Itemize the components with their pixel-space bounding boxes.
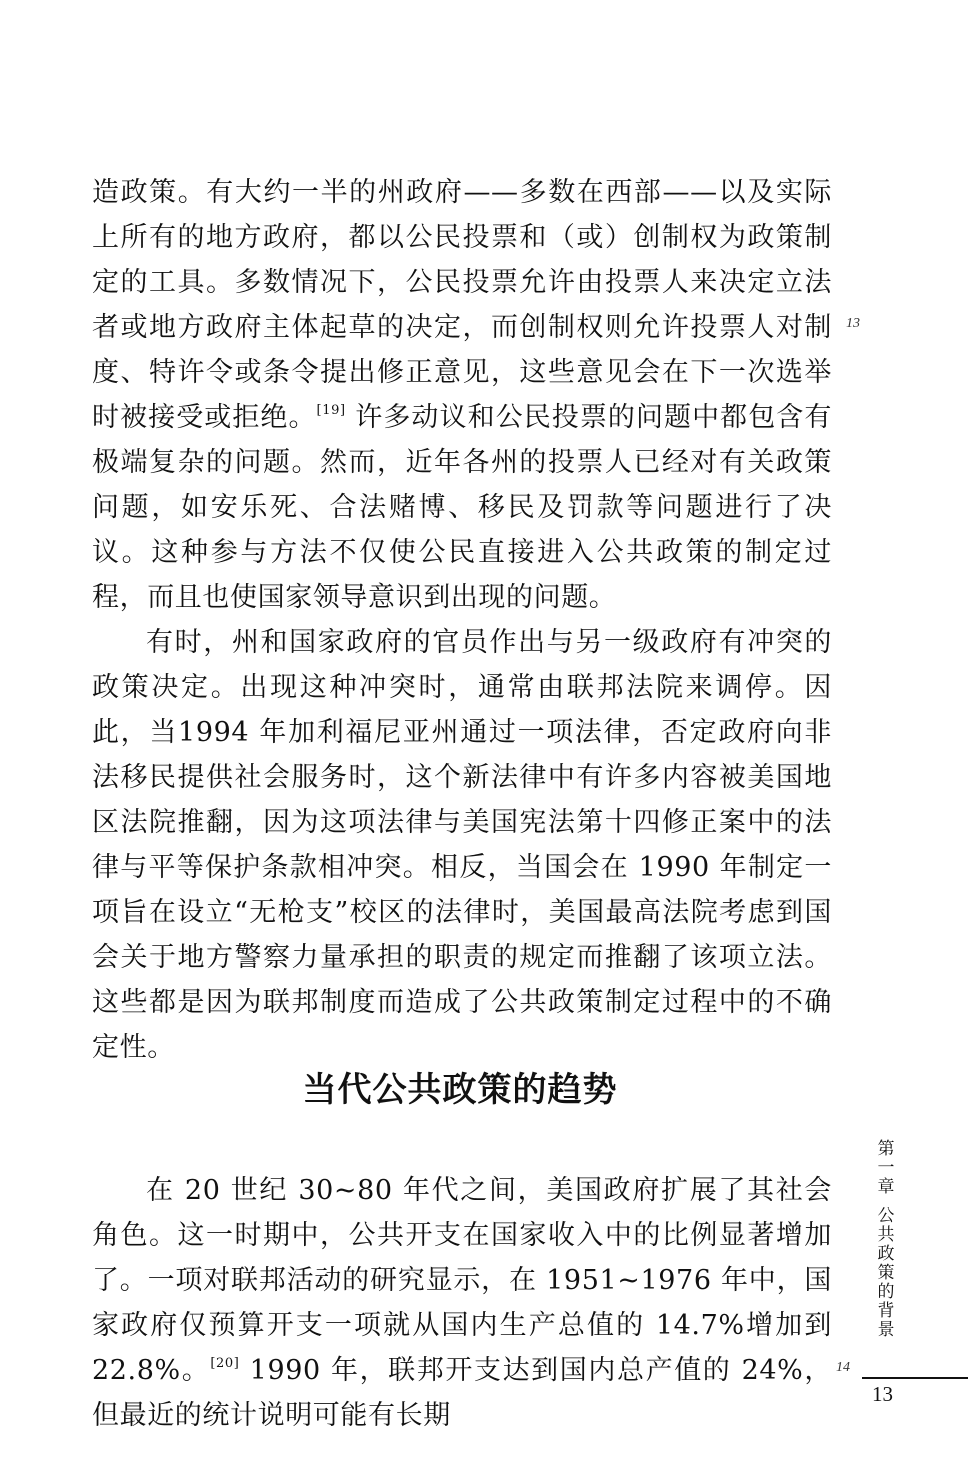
- side-tab-char: 公: [877, 1206, 895, 1226]
- folio-rule: [862, 1377, 968, 1379]
- section-paragraph-text: 在 20 世纪 30~80 年代之间，美国政府扩展了其社会角色。这一时期中，公共开支在国家收入中的比例显著增加了。一项对联邦活动的研究显示，在 1951~1976 年中，国家政府仅预算开支一项就从国内生产总值的 14.7%增加到 22.8%。: [92, 1175, 832, 1386]
- section-heading: 当代公共政策的趋势: [302, 1070, 618, 1110]
- side-tab-char: 共: [877, 1225, 895, 1245]
- footnote-ref-19: [19]: [316, 403, 346, 418]
- side-tab-char: 景: [877, 1320, 895, 1340]
- page-number: 13: [872, 1382, 893, 1406]
- side-tab-char: 第: [877, 1139, 895, 1159]
- body-text: [92, 170, 832, 1070]
- paragraph-1: [92, 170, 832, 620]
- margin-page-number: 14: [836, 1360, 850, 1375]
- paragraph-1-tail: 许多动议和公民投票的问题中都包含有极端复杂的问题。然而，近年各州的投票人已经对有关政策问题，如安乐死、合法赌博、移民及罚款等问题进行了决议。这种参与方法不仅使公民直接进入公共政策的制定过程，而且也使国家领导意识到出现的问题。: [92, 402, 832, 613]
- margin-page-number: 13: [846, 316, 860, 331]
- paragraph-1-text: 造政策。有大约一半的州政府——多数在西部——以及实际上所有的地方政府，都以公民投票和（或）创制权为政策制定的工具。多数情况下，公民投票允许由投票人来决定立法者或地方政府主体起草的决定，而创制权则允许投票人对制度、特许令或条令提出修正意见，这些意见会在下一次选举时被接受或拒绝。: [92, 177, 832, 433]
- section-text: [92, 1168, 832, 1438]
- side-tab-char: 一: [877, 1158, 895, 1178]
- side-tab-char: 的: [877, 1282, 895, 1302]
- section-paragraph-tail: 1990 年，联邦开支达到国内总产值的 24%，但最近的统计说明可能有长期: [92, 1355, 832, 1431]
- footnote-ref-20: [20]: [210, 1356, 240, 1371]
- side-tab-char: 策: [877, 1263, 895, 1283]
- chapter-side-tab: [868, 1140, 904, 1340]
- side-tab-char: 政: [877, 1244, 895, 1264]
- paragraph-2: 有时，州和国家政府的官员作出与另一级政府有冲突的政策决定。出现这种冲突时，通常由联邦法院来调停。因此，当1994 年加利福尼亚州通过一项法律，否定政府向非法移民提供社会服务时，这个新法律中有许多内容被美国地区法院推翻，因为这项法律与美国宪法第十四修正案中的法律与平等保护条款相冲突。相反，当国会在 1990 年制定一项旨在设立“无枪支”校区的法律时，美国最高法院考虑到国会关于地方警察力量承担的职责的规定而推翻了该项立法。这些都是因为联邦制度而造成了公共政策制定过程中的不确定性。: [92, 627, 832, 1063]
- side-tab-char: 章: [877, 1177, 895, 1197]
- section-paragraph: [92, 1168, 832, 1438]
- side-tab-char: 背: [877, 1301, 895, 1321]
